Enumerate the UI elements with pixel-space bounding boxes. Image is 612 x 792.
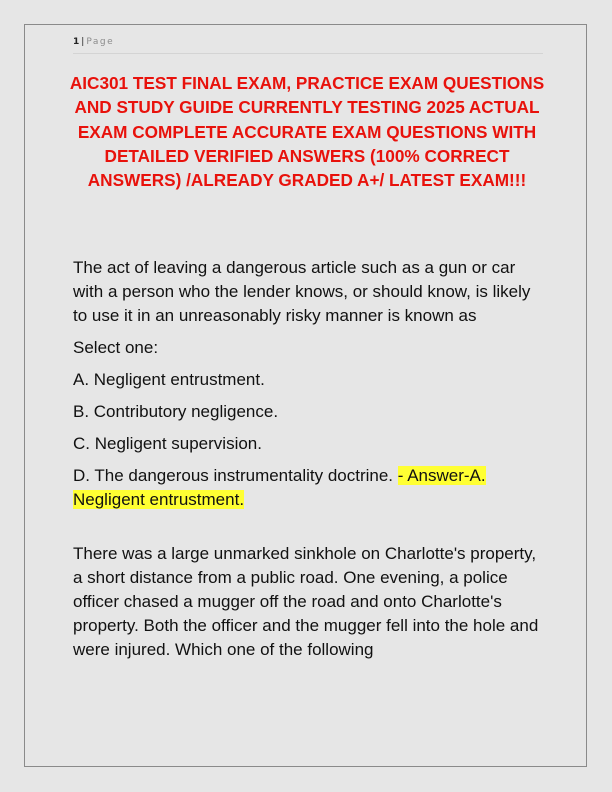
document-page — [24, 24, 587, 767]
option-c: C. Negligent supervision. — [73, 434, 262, 453]
answer-highlight: - Answer-A. Negligent entrustment. — [73, 466, 486, 509]
document-content — [73, 256, 548, 662]
option-a: A. Negligent entrustment. — [73, 370, 265, 389]
page-number: 1 — [73, 37, 80, 47]
page-header — [73, 37, 543, 54]
question-1-text: The act of leaving a dangerous article such as a gun or car with a person who the lender knows, or should know, is likely to use it in an unreasonably risky manner is known as — [73, 258, 531, 325]
option-d-line — [73, 464, 548, 512]
select-one-prompt: Select one: — [73, 338, 159, 357]
option-b: B. Contributory negligence. — [73, 402, 279, 421]
document-title: AIC301 TEST FINAL EXAM, PRACTICE EXAM QUESTIONS AND STUDY GUIDE CURRENTLY TESTING 2025 ACTUAL EXAM COMPLETE ACCURATE EXAM QUESTIONS WITH DETAILED VERIFIED ANSWERS (100% CORRECT ANSWERS) /ALREADY GRADED A+/ LATEST EXAM!!! — [69, 73, 545, 191]
option-d: D. The dangerous instrumentality doctrine. — [73, 466, 394, 485]
page-separator: | — [81, 37, 85, 47]
page-label: Page — [86, 37, 115, 47]
question-2-text: There was a large unmarked sinkhole on Charlotte's property, a short distance from a public road. One evening, a police officer chased a mugger off the road and onto Charlotte's property. Both the officer and the mugger fell into the hole and were injured. Which one of the following — [73, 544, 539, 659]
